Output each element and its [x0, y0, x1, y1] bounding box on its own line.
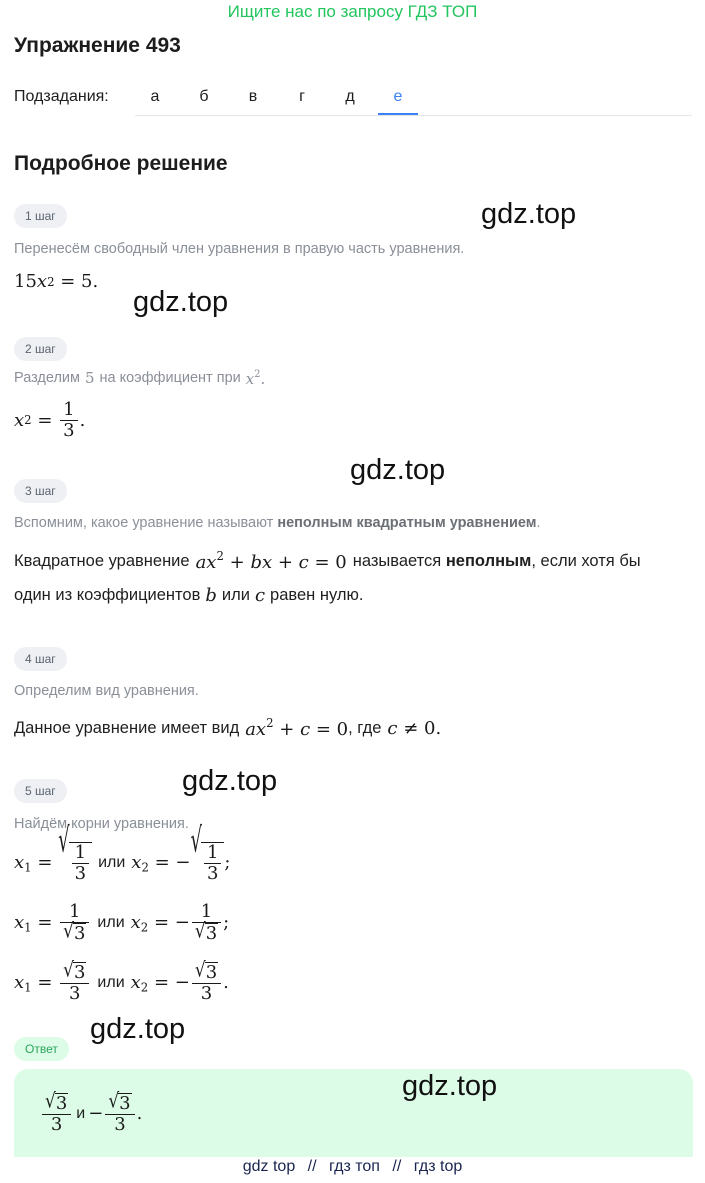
roots-line-3: $x_1$ = √ 3 3 или $x_2$ = − √ 3 3 . [14, 958, 229, 1005]
step-4-body-text: , где [348, 718, 382, 737]
footer-link[interactable]: гдз топ [329, 1158, 380, 1175]
tabs-divider [135, 115, 692, 116]
definition-text: один из коэффициентов [14, 586, 201, 604]
step-2-number: 5 [85, 369, 95, 388]
footer-links [0, 1158, 705, 1176]
step-3-text-part: Вспомним, какое уравнение называют [14, 515, 274, 531]
definition-text: или [221, 586, 250, 604]
step-badge: 4 шаг [14, 647, 67, 671]
tab-g[interactable]: г [299, 88, 305, 105]
step-3-term: неполным квадратным уравнением [277, 515, 537, 531]
promo-banner[interactable]: Ищите нас по запросу ГДЗ ТОП [227, 2, 478, 21]
step-3-text: Вспомним, какое уравнение называют неполным квадратным уравнением. [14, 515, 541, 531]
watermark: gdz.top [350, 454, 446, 486]
or-word: или [97, 913, 125, 931]
tab-v[interactable]: в [248, 88, 258, 105]
step-1-text: Перенесём свободный член уравнения в правую часть уравнения. [14, 241, 465, 257]
watermark: gdz.top [481, 198, 577, 230]
answer-value: √ 3 3 и − √ 3 3 . [40, 1093, 142, 1135]
tab-b[interactable]: б [199, 88, 209, 105]
watermark: gdz.top [133, 286, 229, 318]
roots-line-1: $x_1$ = √ $\frac{1}{3}$ или $x_2$ = − √ $\frac{1}{3}$ ; [14, 821, 231, 885]
step-4-body: Данное уравнение имеет вид $ax^2 + c = 0$ , где c ≠ 0. [14, 716, 442, 741]
watermark: gdz.top [90, 1013, 186, 1045]
tab-a[interactable]: а [150, 88, 160, 105]
active-tab-indicator [378, 113, 418, 115]
watermark: gdz.top [182, 765, 278, 797]
and-word: и [76, 1104, 86, 1122]
tab-d[interactable]: д [345, 88, 355, 105]
step-2-text: Разделим 5 на коэффициент при $x^2$. [14, 369, 266, 388]
definition-text: , если хотя бы [531, 551, 641, 570]
step-badge: 1 шаг [14, 204, 67, 228]
definition-text: Квадратное уравнение [14, 551, 190, 570]
or-word: или [98, 853, 126, 871]
step-3-definition-line-1: Квадратное уравнение $ax^2$ + bx + c = 0 называется неполным , если хотя бы [14, 549, 641, 574]
watermark: gdz.top [402, 1070, 498, 1102]
definition-text: равен нулю. [270, 586, 364, 604]
section-title: Подробное решение [14, 152, 228, 175]
step-4-text: Определим вид уравнения. [14, 683, 199, 699]
step-5-text: Найдём корни уравнения. [14, 816, 189, 832]
footer-separator: // [307, 1158, 317, 1175]
step-1-equation: 15 x 2 = 5. [14, 271, 99, 292]
subtasks-label: Подзадания: [14, 88, 109, 105]
roots-line-2: $x_1$ = 1 √ 3 или $x_2$ = − 1 √ 3 ; [14, 901, 230, 945]
step-3-definition-line-2: один из коэффициентов b или c равен нулю. [14, 585, 364, 606]
step-badge: 3 шаг [14, 479, 67, 503]
tab-e[interactable]: е [393, 88, 403, 105]
footer-link[interactable]: гдз top [413, 1158, 463, 1175]
or-word: или [97, 973, 125, 991]
page-title: Упражнение 493 [14, 34, 181, 57]
step-badge: 5 шаг [14, 779, 67, 803]
answer-badge: Ответ [14, 1037, 69, 1061]
step-2-text-part: Разделим [14, 370, 80, 387]
footer-link[interactable]: gdz top [242, 1158, 296, 1175]
definition-bold: неполным [445, 551, 532, 570]
step-badge: 2 шаг [14, 337, 67, 361]
step-2-text-part: на коэффициент при [99, 370, 241, 387]
definition-text: называется [352, 551, 442, 570]
step-2-equation: x 2 = $\frac{1}{3}$ . [14, 399, 86, 442]
footer-separator: // [392, 1158, 402, 1175]
step-4-body-text: Данное уравнение имеет вид [14, 718, 240, 737]
